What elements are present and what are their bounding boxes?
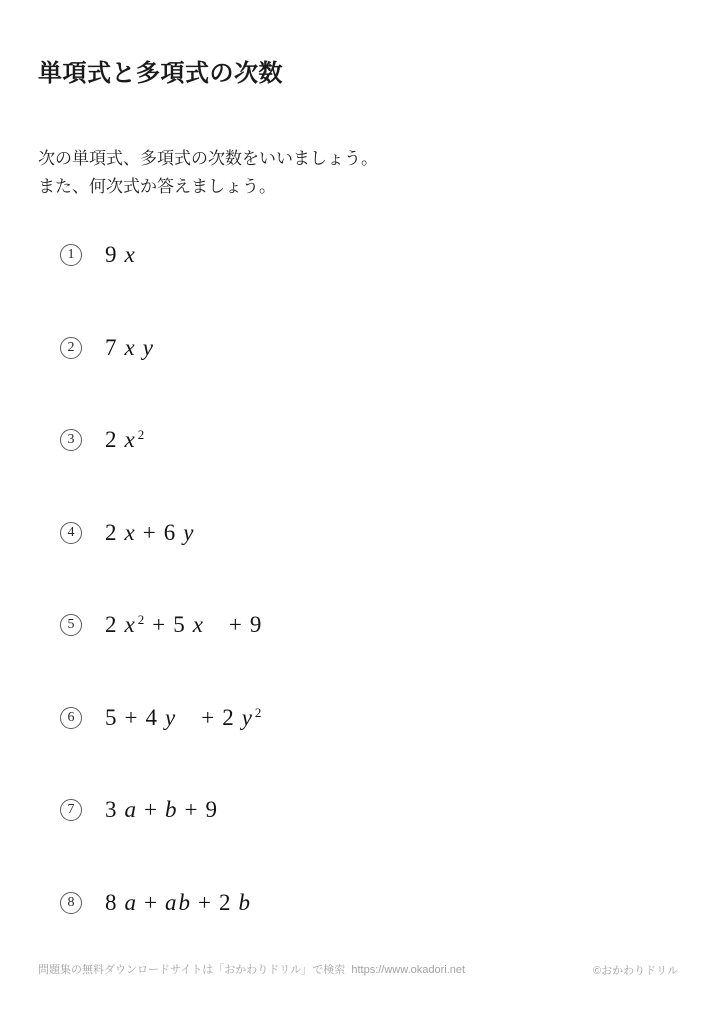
- coefficient: 2: [222, 704, 234, 730]
- coefficient: 3: [105, 797, 117, 822]
- variable: a: [124, 889, 136, 915]
- variable: y: [164, 704, 176, 730]
- math-expression: [105, 891, 250, 915]
- math-expression: [105, 706, 261, 733]
- coefficient: 9: [105, 242, 117, 267]
- math-expression: [105, 336, 153, 360]
- operator: +: [184, 797, 198, 822]
- instructions: [38, 145, 378, 201]
- math-expression: [105, 521, 193, 545]
- variable: x: [192, 612, 203, 637]
- variable: b: [238, 889, 250, 915]
- variable: a: [164, 889, 177, 915]
- problem-row: [60, 428, 724, 521]
- variable: x: [124, 427, 135, 452]
- coefficient: 2: [105, 612, 117, 637]
- page-footer: [0, 961, 724, 1009]
- variable: x: [124, 612, 135, 637]
- coefficient: 2: [105, 519, 117, 545]
- problem-number: 8: [60, 892, 82, 914]
- problem-row: [60, 336, 724, 429]
- operator: +: [144, 889, 157, 915]
- coefficient: 9: [205, 797, 217, 822]
- exponent: 2: [137, 427, 145, 442]
- instruction-line-1: 次の単項式、多項式の次数をいいましょう。: [38, 149, 378, 168]
- page-title: 単項式と多項式の次数: [38, 60, 283, 87]
- variable: x: [124, 334, 135, 360]
- instruction-line-2: また、何次式か答えましょう。: [38, 177, 276, 196]
- problem-number: 5: [60, 614, 82, 636]
- variable: x: [124, 242, 135, 267]
- problem-row: [60, 613, 724, 706]
- operator: +: [197, 889, 211, 915]
- problem-number: 2: [60, 337, 82, 359]
- coefficient: 6: [163, 519, 176, 545]
- coefficient: 7: [105, 334, 117, 360]
- coefficient: 5: [105, 704, 117, 730]
- coefficient: 4: [145, 704, 157, 730]
- variable: y: [241, 704, 252, 730]
- operator: +: [228, 612, 242, 637]
- variable: x: [124, 519, 135, 545]
- coefficient: 2: [218, 889, 231, 915]
- variable: y: [142, 334, 153, 360]
- problem-number: 4: [60, 522, 82, 544]
- problem-row: [60, 521, 724, 614]
- exponent: 2: [254, 704, 262, 720]
- math-expression: [105, 613, 261, 640]
- exponent: 2: [137, 612, 145, 627]
- operator: +: [152, 612, 166, 637]
- problem-number: 1: [60, 244, 82, 266]
- coefficient: 8: [105, 889, 117, 915]
- operator: +: [201, 704, 215, 730]
- operator: +: [142, 519, 156, 545]
- coefficient: 9: [249, 612, 262, 637]
- math-expression: [105, 798, 217, 822]
- math-expression: [105, 243, 135, 267]
- coefficient: 5: [173, 612, 185, 637]
- variable: b: [164, 797, 177, 822]
- variable: a: [124, 797, 136, 822]
- footer-site-info: 問題集の無料ダウンロードサイトは「おかわりドリル」で検索 https://www.okadori.net: [38, 964, 466, 976]
- problem-list: [60, 243, 724, 983]
- variable: y: [183, 519, 194, 545]
- variable: b: [178, 889, 190, 915]
- footer-copyright: ©おかわりドリル: [593, 965, 679, 977]
- problem-row: [60, 798, 724, 891]
- problem-number: 6: [60, 707, 82, 729]
- coefficient: 2: [105, 427, 117, 452]
- problem-number: 7: [60, 799, 82, 821]
- operator: +: [124, 704, 138, 730]
- problem-number: 3: [60, 429, 82, 451]
- operator: +: [144, 797, 157, 822]
- problem-row: [60, 243, 724, 336]
- math-expression: [105, 428, 144, 455]
- problem-row: [60, 706, 724, 799]
